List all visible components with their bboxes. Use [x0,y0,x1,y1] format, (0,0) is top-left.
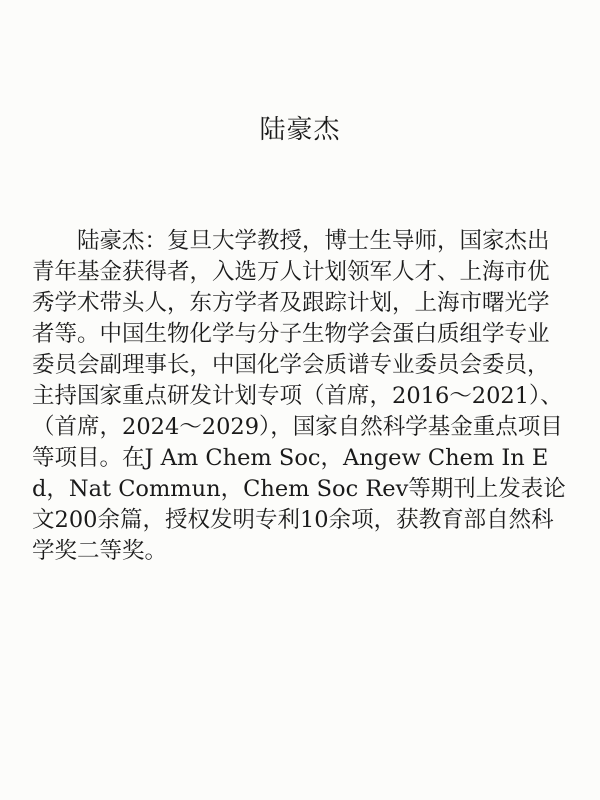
biography-paragraph: 陆豪杰：复旦大学教授，博士生导师，国家杰出青年基金获得者，入选万人计划领军人才、上海市优秀学术带头人，东方学者及跟踪计划，上海市曙光学者等。中国生物化学与分子生物学会蛋白质组学专业委员会副理事长，中国化学会质谱专业委员会委员，主持国家重点研发计划专项（首席，2016～2021）、（首席，2024～2029），国家自然科学基金重点项目等项目。在J Am Chem Soc，Angew Chem In Ed，Nat Commun，Chem Soc Rev等期刊上发表论文200余篇，授权发明专利10余项，获教育部自然科学奖二等奖。 [32,228,566,564]
document-title: 陆豪杰 [259,115,341,145]
